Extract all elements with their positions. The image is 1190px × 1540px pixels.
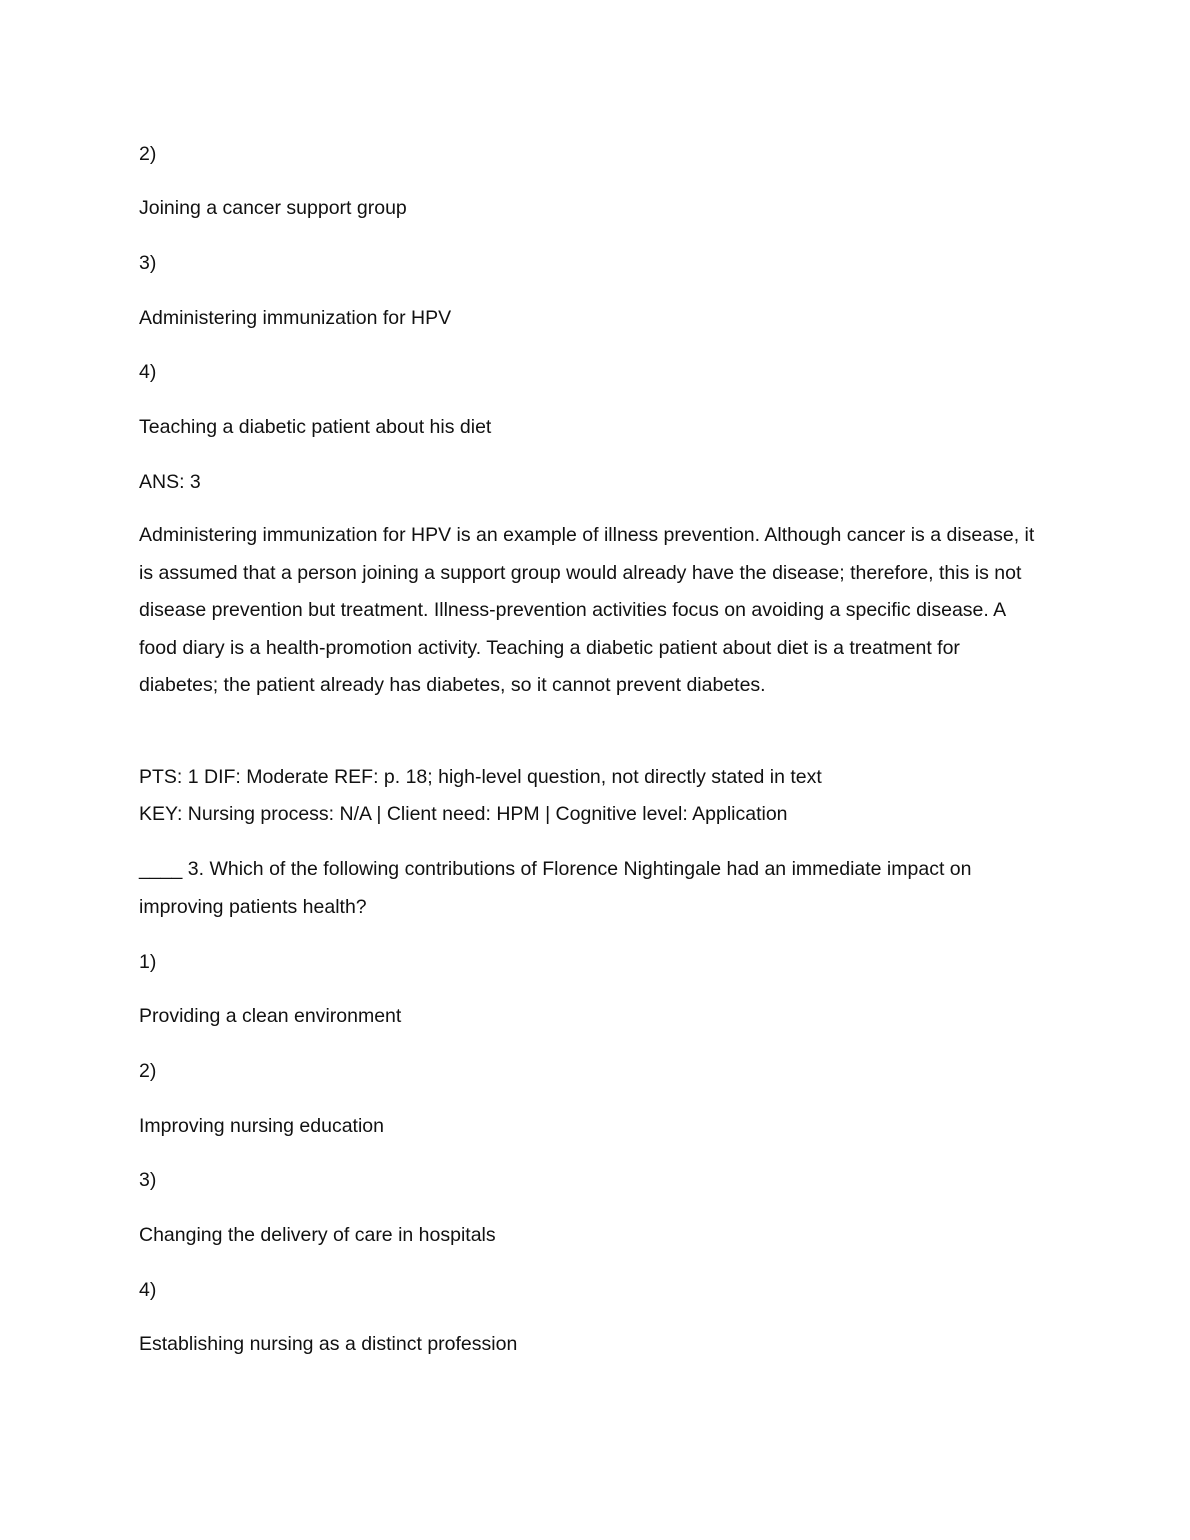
option-text: Joining a cancer support group [139, 197, 407, 219]
option-number: 3) [139, 252, 157, 274]
option-text: Teaching a diabetic patient about his diet [139, 416, 492, 438]
option-text: Providing a clean environment [139, 1005, 402, 1027]
option-number: 2) [139, 143, 157, 165]
option-number: 3) [139, 1169, 157, 1191]
option-number: 2) [139, 1060, 157, 1082]
key-metadata: KEY: Nursing process: N/A | Client need: HPM | Cognitive level: Application [139, 803, 788, 825]
pts-metadata: PTS: 1 DIF: Moderate REF: p. 18; high-level question, not directly stated in text [139, 766, 822, 788]
option-text: Changing the delivery of care in hospitals [139, 1224, 496, 1246]
answer-line: ANS: 3 [139, 471, 201, 493]
option-text: Administering immunization for HPV [139, 307, 452, 329]
rationale-paragraph: Administering immunization for HPV is an example of illness prevention. Although cancer is a disease, it is assumed that a person joining a support group would already have the disease; therefore, this is not disease prevention but treatment. Illness-prevention activities focus on avoiding a specific disease. A food diary is a health-promotion activity. Teaching a diabetic patient about diet is a treatment for diabetes; the patient already has diabetes, so it cannot prevent diabetes. [139, 524, 1035, 696]
question-stem: ____ 3. Which of the following contributions of Florence Nightingale had an immediate impact on improving patients health? [139, 858, 972, 918]
option-number: 4) [139, 1279, 157, 1301]
option-number: 4) [139, 361, 157, 383]
option-text: Establishing nursing as a distinct profession [139, 1333, 518, 1355]
option-number: 1) [139, 951, 157, 973]
option-text: Improving nursing education [139, 1115, 384, 1137]
